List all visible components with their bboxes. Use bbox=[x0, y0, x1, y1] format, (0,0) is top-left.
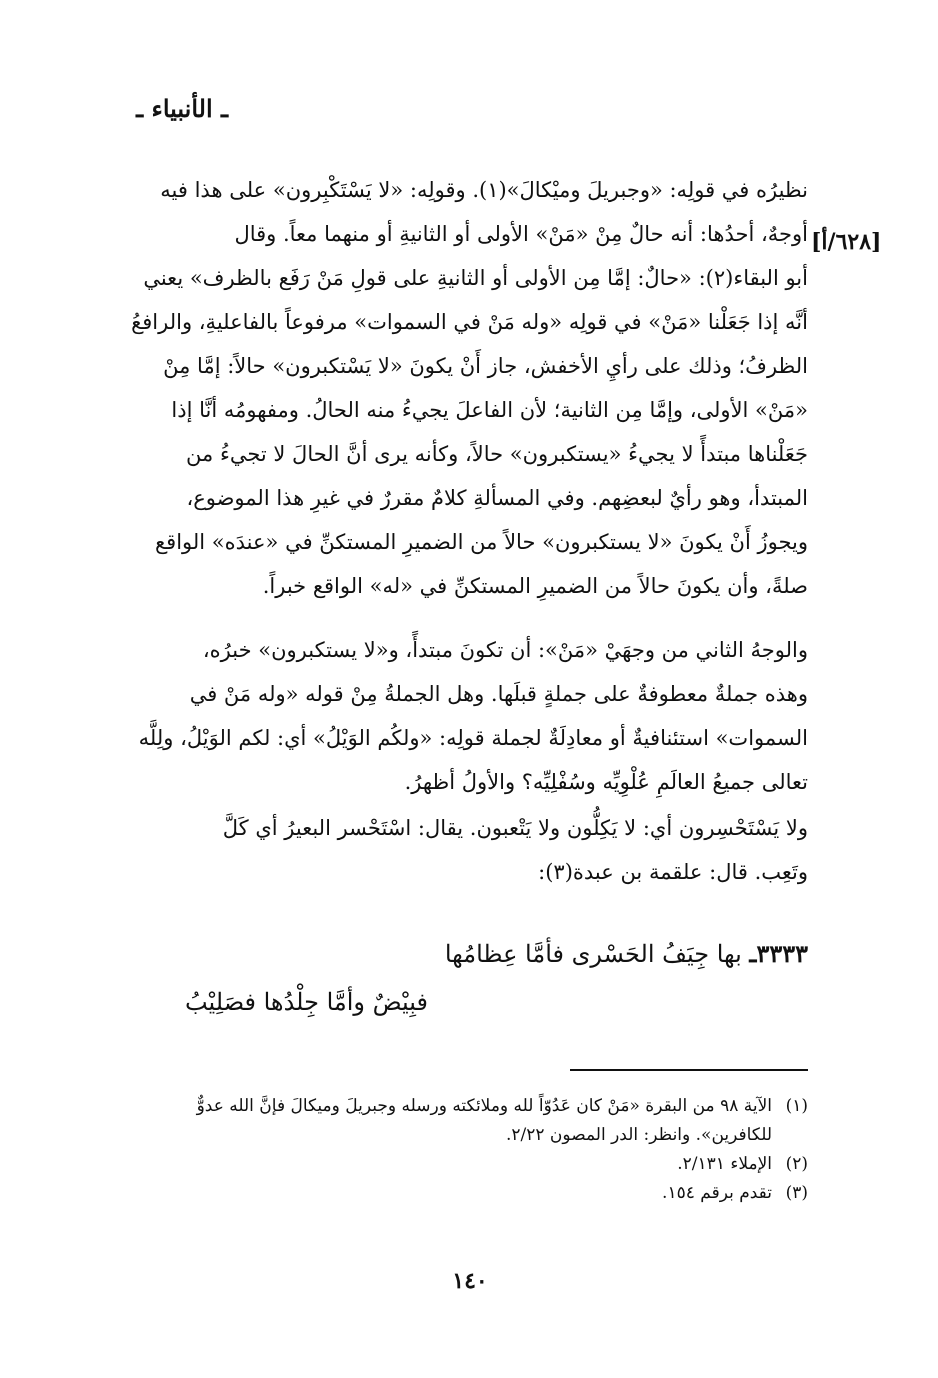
text-line: الظرفُ؛ وذلك على رأيِ الأخفش، جاز أَنْ يكونَ «لا يَسْتكبرون» حالاً: إمَّا مِنْ bbox=[163, 354, 808, 378]
footnotes bbox=[96, 1092, 808, 1208]
text-line: السموات» استئنافيةٌ أو معادِلَةٌ لجملة قولِه: «ولكُم الوَيْلُ» أي: لكم الوَيْلُ، ولِلَّه bbox=[138, 726, 808, 750]
footnote-1 bbox=[96, 1092, 808, 1121]
footnote-number: (٢) bbox=[785, 1154, 808, 1174]
hemistich-1-text: بها جِيَفُ الحَسْرى فأمَّا عِظامُها bbox=[444, 940, 742, 968]
text-line: تعالى جميعُ العالَمِ عُلْوِيِّه وسُفْلِيِّه؟ والأولُ أظهرُ. bbox=[404, 770, 808, 794]
main-text bbox=[96, 168, 808, 894]
footnote-1-continuation: للكافرين». وانظر: الدر المصون ٢/٢٢. bbox=[506, 1125, 772, 1145]
verse-second-hemistich: فبِيْضٌ وأمَّا جِلْدُها فصَلِيْبُ bbox=[184, 988, 428, 1016]
text-line: أبو البقاء(٢): «حالٌ: إمَّا مِن الأولى أو الثانيةِ على قولِ مَنْ رَفَع بالظرف» يعني bbox=[143, 266, 808, 290]
verse-number: ٣٣٣٣ـ bbox=[749, 939, 808, 968]
verse-first-hemistich bbox=[120, 930, 808, 978]
text-line: «مَنْ» الأولى، وإمَّا مِن الثانية؛ لأن الفاعلَ يجيءُ منه الحالُ. ومفهومُه أنَّا إذا bbox=[171, 398, 808, 422]
footnote-number: (٣) bbox=[785, 1183, 808, 1203]
footnote-3 bbox=[96, 1179, 808, 1208]
paragraph-2 bbox=[96, 628, 808, 804]
poem-verse bbox=[120, 930, 808, 1026]
text-line: أوجهٌ، أحدُها: أنه حالٌ مِنْ «مَنْ» الأولى أو الثانيةِ أو منهما معاً. وقال bbox=[234, 222, 808, 246]
text-line: والوجهُ الثاني من وجهَيْ «مَنْ»: أن تكونَ مبتدأً، و«لا يستكبرون» خبرُه، bbox=[202, 638, 808, 662]
running-head: ـ الأنبياء ـ bbox=[136, 94, 228, 123]
paragraph-1 bbox=[96, 168, 808, 608]
footnote-text: الآية ٩٨ من البقرة «مَنْ كان عَدُوّاً لله وملائكته ورسله وجبريلَ وميكالَ فإنَّ الله عدوٌّ bbox=[196, 1096, 772, 1116]
footnote-2 bbox=[96, 1150, 808, 1179]
text-line: أنَّه إذا جَعَلْنا «مَنْ» في قولِه «وله مَنْ في السموات» مرفوعاً بالفاعليةِ، والرافعُ bbox=[131, 310, 808, 334]
footnote-separator bbox=[570, 1069, 808, 1071]
margin-folio-reference: [٦٢٨/أ] bbox=[811, 229, 882, 255]
text-line: وهذه جملةٌ معطوفةٌ على جملةٍ قبلَها. وهل الجملةُ مِنْ قوله «وله مَنْ في bbox=[189, 682, 808, 706]
text-line: وتَعِب. قال: علقمة بن عبدة(٣): bbox=[538, 860, 808, 884]
text-line: نظيرُه في قولِه: «وجبريلَ وميْكالَ»(١). وقولِه: «لا يَسْتَكْبِرون» على هذا فيه bbox=[160, 178, 808, 202]
paragraph-3 bbox=[96, 806, 808, 894]
text-line: ولا يَسْتَحْسِرون أي: لا يَكِلُّون ولا يَتْعبون. يقال: اسْتَحْسر البعيرُ أي كَلَّ bbox=[222, 816, 808, 840]
text-line: ويجوزُ أَنْ يكونَ «لا يستكبرون» حالاً من الضميرِ المستكنِّ في «عندَه» الواقع bbox=[155, 530, 808, 554]
page-number: ١٤٠ bbox=[452, 1268, 488, 1294]
text-line: جَعَلْناها مبتدأً لا يجيءُ «يستكبرون» حالاً، وكأنه يرى أنَّ الحالَ لا تجيءُ من bbox=[186, 442, 808, 466]
footnote-text: تقدم برقم ١٥٤. bbox=[662, 1183, 772, 1203]
text-line: صلةً، وأن يكونَ حالاً من الضميرِ المستكنِّ في «له» الواقع خبراً. bbox=[262, 574, 808, 598]
footnote-text: الإملاء ٢/١٣١. bbox=[677, 1154, 772, 1174]
footnote-number: (١) bbox=[785, 1096, 808, 1116]
text-line: المبتدأ، وهو رأيٌ لبعضِهم. وفي المسألةِ كلامٌ مقررٌ في غيرِ هذا الموضوع، bbox=[186, 486, 808, 510]
